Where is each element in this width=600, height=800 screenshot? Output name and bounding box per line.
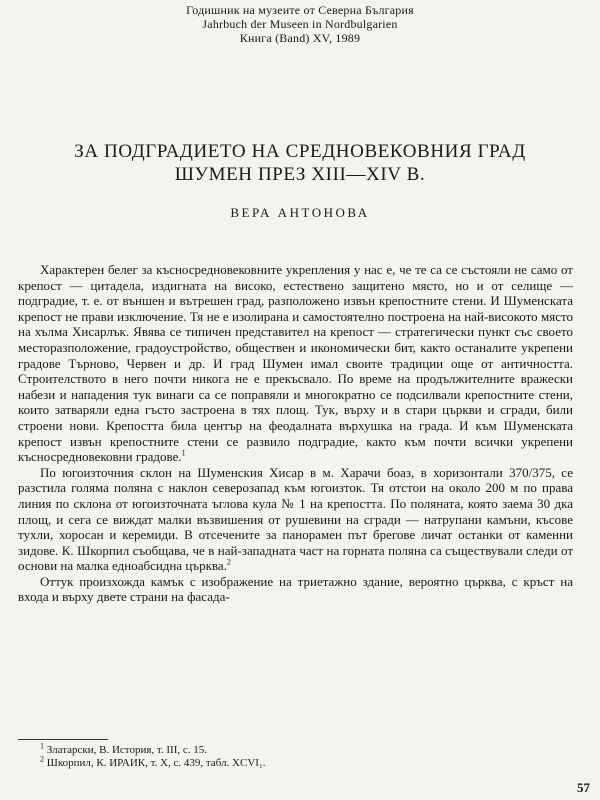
footnote-2-text: Шкорпил, К. ИРАИК, т. Х, с. 439, табл. XCVI₁.: [46, 757, 266, 769]
journal-header: [0, 3, 600, 45]
footnote-ref-1: 1: [181, 448, 186, 458]
footnote-1: [40, 741, 560, 757]
article-title-line-1: ЗА ПОДГРАДИЕТО НА СРЕДНОВЕКОВНИЯ ГРАД: [74, 141, 526, 162]
footnote-ref-2: 2: [226, 557, 231, 567]
footnote-1-number: 1: [40, 741, 44, 751]
footnote-2-number: 2: [40, 754, 44, 764]
article-title-line-2: ШУМЕН ПРЕЗ XIII—XIV В.: [174, 164, 426, 185]
footnote-1-text: Златарски, В. История, т. III, с. 15.: [46, 744, 208, 756]
journal-title-bg: Годишник на музеите от Северна България: [186, 3, 414, 17]
page-number: 57: [577, 780, 590, 795]
journal-title-de: Jahrbuch der Museen in Nordbulgarien: [202, 17, 398, 31]
footnote-divider: [18, 739, 108, 740]
footnotes: [40, 741, 560, 770]
footnote-2: [40, 754, 560, 770]
journal-volume: Книга (Band) XV, 1989: [239, 31, 361, 45]
paragraph-3: [18, 574, 573, 605]
paragraph-3-text: Оттук произхожда камък с изображение на триетажно здание, вероятно църква, с кръст на входа и върху двете страни на фасада-: [18, 573, 573, 605]
paragraph-2: [18, 465, 573, 574]
article-title: [0, 140, 600, 186]
paragraph-1-text: Характерен белег за късносредновековните укрепления у нас е, че те са се състояли не само от крепост — цитадела, издигната на високо, естествено защитено място, но и от селище — подградие, т. е. от външен и вътрешен град, разположено извън крепостните стени. И Шуменската крепост не прави изключение. Тя не е изолирана и самостоятелно построена на най-високото място на хълма Хисарлък. Явява се типичен представител на крепост — стратегически пункт със своето месторазположение, градоустройство, обществен и икономически бит, както останалите укрепени градове Търново, Червен и др. И град Шумен имал своите традиции още от античността. Строителството в него почти никога не е прекъсвало. По време на продължителните вражески набези и нападения тук винаги са се поправяли и многократно се подсилвали крепостните стени, които затваряли една гъсто застроена в тях площ. Тук, върху и в стари църкви и сгради, били строени нови. Крепостта била център на феодалната върхушка на града. И към Шуменската крепост извън крепостните стени се развило подградие, както към почти всички укрепени късносредновековни градове.: [18, 262, 573, 465]
paragraph-2-text: По югоизточния склон на Шуменския Хисар в м. Харачи боаз, в хоризонтали 370/375, се разстила голяма поляна с наклон северозапад към югоизток. Тя отстои на около 200 м по права линия по склона от югоизточната ъглова кула № 1 на крепостта. По поляната, която заема 30 дка площ, и сега се виждат малки възвишения от рушевини на сгради — натрупани камъни, късове тухли, хоросан и керемиди. В отсечените за панорамен път брегове личат останки от каменни зидове. К. Шкорпил съобщава, че в най-западната част на горната поляна са съществували следи от основи на малка едноабсидна църква.: [18, 464, 573, 574]
paragraph-1: [18, 262, 573, 465]
article-body: [18, 262, 573, 605]
article-author: ВЕРА АНТОНОВА: [230, 205, 370, 220]
